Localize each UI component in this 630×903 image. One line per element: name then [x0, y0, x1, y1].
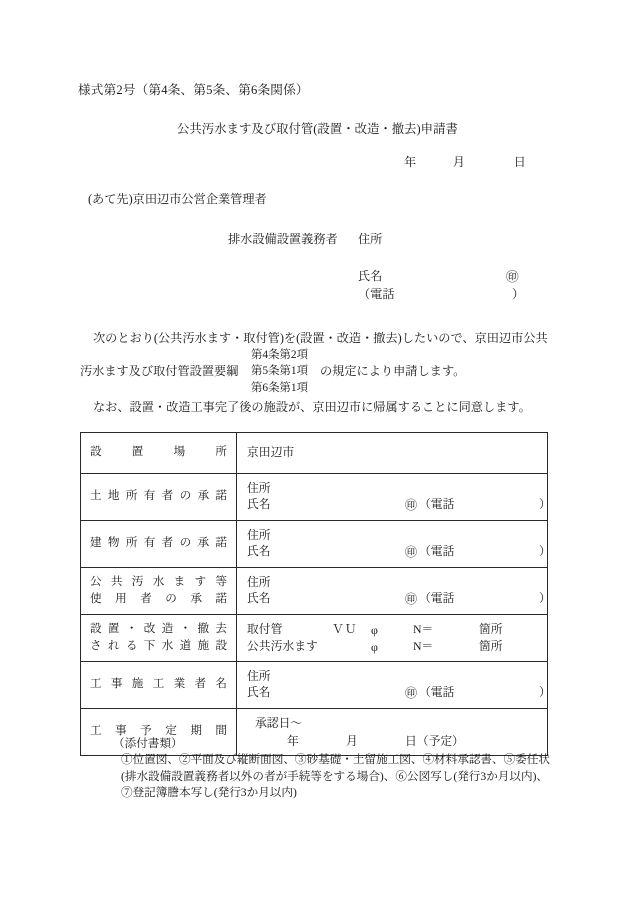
- connection-pipe-label: 取付管: [247, 621, 283, 636]
- phone-close-paren: ）: [539, 543, 551, 558]
- statement-guideline-name: 汚水ます及び取付管設置要綱: [80, 364, 239, 378]
- name-label: 氏名: [247, 590, 271, 605]
- row-value-building-owner-consent[interactable]: [237, 520, 551, 567]
- statement-clause-3: 第6条第1項: [251, 382, 308, 394]
- row-value-installation-location[interactable]: 京田辺市: [237, 433, 548, 474]
- row-label-target-facility: 設置・改造・撤去 される下水道施設: [81, 614, 237, 661]
- public-sewer-basin-unit: 箇所: [479, 638, 503, 653]
- table-row: [81, 520, 548, 567]
- table-row: [81, 614, 548, 661]
- row-value-target-facility[interactable]: [237, 614, 548, 661]
- addressee-line: (あて先)京田辺市公営企業管理者: [88, 192, 267, 206]
- seal-stamp-icon: ㊞: [405, 497, 418, 512]
- row-label-construction-period: 工事予定期間: [81, 708, 237, 755]
- name-label: 氏名: [247, 684, 271, 699]
- statement-clause-2: 第5条第1項: [251, 365, 308, 377]
- row-label-land-owner-consent: 土地所有者の承諾: [81, 473, 237, 520]
- connection-pipe-diameter-symbol: φ: [371, 622, 378, 637]
- form-code-heading: 様式第2号（第4条、第5条、第6条関係）: [78, 83, 309, 97]
- seal-stamp-icon: ㊞: [405, 685, 418, 700]
- period-end: 年 月 日（予定）: [287, 733, 464, 748]
- row-value-land-owner-consent[interactable]: [237, 473, 551, 520]
- row-label-contractor-name: 工事施工業者名: [81, 661, 237, 708]
- name-label: 氏名: [247, 543, 271, 558]
- applicant-name-label: 氏名: [358, 269, 383, 283]
- table-row: [81, 473, 548, 520]
- row-label-installation-location: 設置場所: [81, 433, 237, 474]
- phone-close-paren: ）: [539, 496, 551, 511]
- address-label: 住所: [247, 527, 271, 542]
- name-label: 氏名: [247, 496, 271, 511]
- document-title: 公共汚水ます及び取付管(設置・改造・撤去)申請書: [177, 122, 458, 136]
- address-label: 住所: [247, 574, 271, 589]
- seal-stamp-icon: ㊞: [506, 270, 519, 284]
- table-row: [81, 433, 548, 474]
- applicant-address-label: 住所: [358, 232, 383, 246]
- row-value-sewer-user-consent[interactable]: [237, 567, 551, 614]
- row-value-contractor-name[interactable]: [237, 661, 551, 708]
- seal-stamp-icon: ㊞: [405, 591, 418, 606]
- public-sewer-basin-diameter-symbol: φ: [371, 639, 378, 654]
- applicant-phone-close-paren: ）: [512, 287, 525, 301]
- statement-line-1: 次のとおり(公共汚水ます・取付管)を(設置・改造・撤去)したいので、京田辺市公共: [93, 331, 548, 345]
- connection-pipe-material: ＶＵ: [332, 621, 358, 636]
- statement-tail: の規定により申請します。: [320, 364, 466, 378]
- applicant-phone-label: （電話: [358, 287, 395, 301]
- phone-label: （電話: [419, 543, 455, 558]
- row-label-building-owner-consent: 建物所有者の承諾: [81, 520, 237, 567]
- attachments-heading: （添付書類）: [113, 737, 183, 750]
- connection-pipe-count-label: N＝: [413, 621, 434, 636]
- phone-label: （電話: [419, 684, 455, 699]
- phone-close-paren: ）: [539, 590, 551, 605]
- address-label: 住所: [247, 480, 271, 495]
- statement-clause-1: 第4条第2項: [251, 349, 308, 361]
- phone-label: （電話: [419, 590, 455, 605]
- phone-label: （電話: [419, 496, 455, 511]
- attachments-section: [113, 736, 553, 802]
- date-entry-line: 年 月 日: [404, 155, 526, 169]
- table-row: [81, 661, 548, 708]
- connection-pipe-unit: 箇所: [479, 621, 503, 636]
- applicant-role-label: 排水設備設置義務者: [228, 232, 338, 246]
- application-details-table: [80, 432, 551, 756]
- public-sewer-basin-label: 公共汚水ます: [247, 638, 318, 653]
- public-sewer-basin-count-label: N＝: [413, 638, 434, 653]
- table-row: [81, 567, 548, 614]
- phone-close-paren: ）: [539, 684, 551, 699]
- statement-line-2: なお、設置・改造工事完了後の施設が、京田辺市に帰属することに同意します。: [93, 400, 531, 414]
- seal-stamp-icon: ㊞: [405, 544, 418, 559]
- address-label: 住所: [247, 668, 271, 683]
- row-label-sewer-user-consent: 公共汚水ます等 使用者の承諾: [81, 567, 237, 614]
- period-start: 承認日〜: [255, 715, 303, 730]
- attachments-list: ①位置図、②平面及び縦断面図、③砂基礎・土留施工図、④材料承認書、⑤委任状(排水設備設置義務者以外の者が手続等をする場合)、⑥公図写し(発行3か月以内)、⑦登記簿謄本写し(発行3か月以内): [121, 753, 550, 800]
